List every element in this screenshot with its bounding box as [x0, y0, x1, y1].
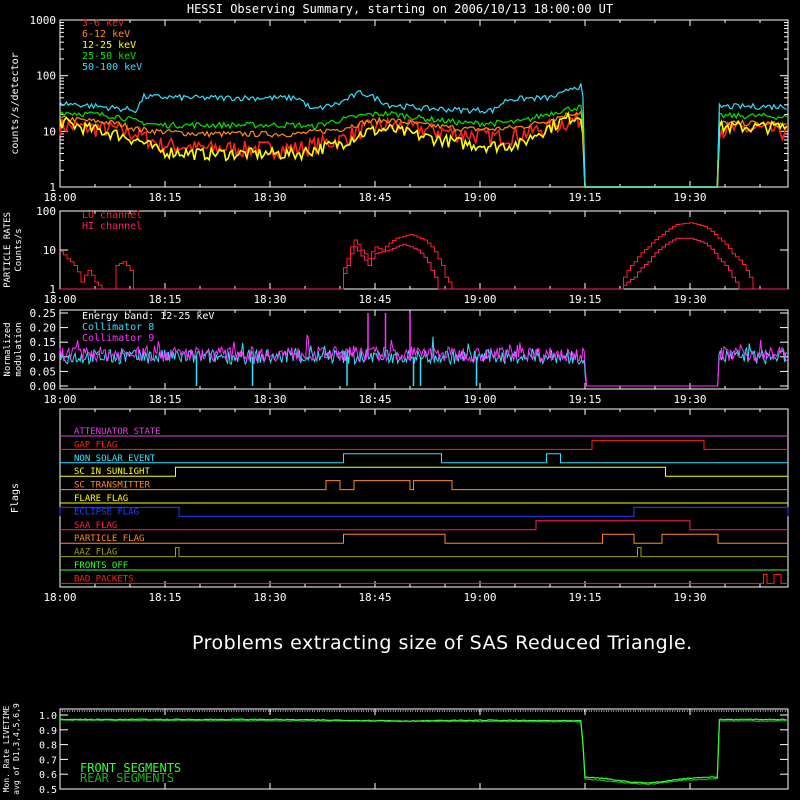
legend-25-50-keV: 25-50 keV [82, 51, 137, 62]
flag-label-eclipse-flag: ECLIPSE FLAG [74, 507, 140, 518]
particle-rate-ylabel: PARTICLE RATES [3, 212, 13, 288]
x-tick-label-1: 18:30 [253, 293, 287, 306]
y-tick-label: 0.15 [29, 336, 56, 350]
x-tick-label-0: 18:30 [253, 191, 287, 204]
x-tick-label-3: 19:30 [673, 591, 707, 604]
modulation-ylabel: modulation [14, 322, 24, 377]
flag-line-particle-flag [60, 534, 788, 543]
flag-label-saa-flag: SAA FLAG [74, 520, 118, 531]
problem-message: Problems extracting size of SAS Reduced Triangle. [192, 632, 693, 654]
count-rate-panel [60, 20, 788, 187]
x-tick-label-1: 18:45 [358, 293, 392, 306]
x-tick-label-3: 18:00 [43, 591, 77, 604]
y-tick-label: 0.05 [29, 365, 56, 379]
y-tick-label: 0.10 [29, 350, 56, 364]
flag-line-sc-in-sunlight [60, 467, 788, 476]
modulation-ylabel: Normalized [3, 322, 13, 377]
x-tick-label-0: 19:30 [673, 191, 707, 204]
y-tick-label: 0.7 [38, 755, 57, 767]
x-tick-label-3: 18:30 [253, 591, 287, 604]
y-tick-label: 0.8 [38, 740, 57, 752]
y-tick-label: 1 [49, 283, 56, 296]
x-tick-label-1: 19:15 [568, 293, 602, 306]
series-HI-channel [60, 238, 788, 289]
legend-12-25-keV: 12-25 keV [82, 40, 137, 51]
x-tick-label-2: 18:15 [148, 393, 182, 406]
legend-3-6-keV: 3-6 keV [82, 18, 125, 29]
flag-line-saa-flag [60, 521, 788, 530]
y-tick-label: 10 [42, 125, 56, 139]
y-tick-label: 0.9 [38, 725, 57, 737]
y-tick-label: 0.25 [29, 307, 56, 320]
x-tick-label-1: 19:30 [673, 293, 707, 306]
y-tick-label: 100 [36, 69, 56, 83]
sample-markers [60, 710, 788, 712]
flag-line-eclipse-flag [60, 507, 788, 516]
page-title: HESSI Observing Summary, starting on 2006/10/13 18:00:00 UT [186, 2, 614, 16]
series-12-25-keV [60, 113, 787, 187]
flag-label-attenuator-state: ATTENUATOR STATE [74, 427, 161, 437]
flag-line-gap-flag [60, 440, 788, 449]
x-tick-label-2: 18:30 [253, 393, 287, 406]
flag-label-aaz-flag: AAZ FLAG [74, 547, 118, 558]
flag-line-sc-transmitter [60, 481, 788, 490]
legend-HI-channel: HI channel [82, 221, 143, 232]
flag-label-sc-transmitter: SC TRANSMITTER [74, 480, 150, 491]
flag-label-bad-packets: BAD PACKETS [74, 574, 134, 585]
x-tick-label-2: 19:00 [463, 393, 497, 406]
flag-line-aaz-flag [60, 548, 788, 557]
y-tick-label: 1000 [29, 14, 56, 27]
x-tick-label-0: 18:15 [148, 191, 182, 204]
y-tick-label: 0.00 [29, 380, 56, 393]
x-tick-label-0: 18:45 [358, 191, 392, 204]
x-tick-label-3: 19:00 [463, 591, 497, 604]
legend-50-100-keV: 50-100 keV [82, 62, 143, 73]
x-tick-label-1: 18:00 [43, 293, 77, 306]
series-6-12-keV [60, 112, 787, 187]
x-tick-label-2: 19:15 [568, 393, 602, 406]
y-tick-label: 0.5 [38, 785, 57, 796]
flag-line-bad-packets [60, 574, 788, 583]
legend-6-12-keV: 6-12 keV [82, 29, 131, 40]
legend-FRONT-SEGMENTS: FRONT SEGMENTS [80, 761, 182, 775]
legend-REAR-SEGMENTS: REAR SEGMENTS [80, 771, 174, 785]
x-tick-label-2: 18:45 [358, 393, 392, 406]
x-tick-label-3: 18:15 [148, 591, 182, 604]
x-tick-label-3: 18:45 [358, 591, 392, 604]
x-tick-label-0: 19:00 [463, 191, 497, 204]
x-tick-label-0: 18:00 [43, 191, 77, 204]
series-Collimator-8 [60, 337, 787, 386]
y-tick-label: 10 [42, 244, 56, 257]
flag-label-particle-flag: PARTICLE FLAG [74, 534, 145, 545]
livetime-ylabel: avg of D1,3,4,5,6,9 [12, 703, 21, 795]
x-tick-label-0: 19:15 [568, 191, 602, 204]
legend-Collimator-9: Collimator 9 [82, 333, 155, 344]
flag-label-gap-flag: GAP FLAG [74, 440, 118, 451]
y-tick-label: 1.0 [38, 711, 57, 722]
y-tick-label: 0.20 [29, 321, 56, 335]
legend-LO-channel: LO channel [82, 210, 143, 221]
y-tick-label: 100 [36, 205, 56, 218]
y-tick-label: 0.6 [38, 770, 57, 782]
x-tick-label-3: 19:15 [568, 591, 602, 604]
x-tick-label-1: 18:15 [148, 293, 182, 306]
energy-band-annotation: Energy band: 12-25 keV [82, 311, 215, 322]
particle-rate-panel [60, 211, 788, 289]
y-tick-label: 1 [49, 181, 56, 194]
livetime-ylabel: Mon. Rate LIVETIME [2, 705, 11, 793]
count-rate-ylabel: counts/s/detector [10, 52, 21, 155]
flag-line-non-solar-event [60, 454, 788, 463]
flag-label-non-solar-event: NON SOLAR EVENT [74, 453, 156, 464]
flags-ylabel: Flags [10, 482, 21, 514]
flag-label-sc-in-sunlight: SC IN SUNLIGHT [74, 467, 150, 478]
x-tick-label-2: 19:30 [673, 393, 707, 406]
x-tick-label-2: 18:00 [43, 393, 77, 406]
flag-label-fronts-off: FRONTS OFF [74, 561, 129, 571]
series-25-50-keV [60, 105, 787, 187]
flag-label-flare-flag: FLARE FLAG [74, 494, 129, 504]
particle-rate-ylabel: Counts/s [14, 228, 24, 272]
x-tick-label-1: 19:00 [463, 293, 497, 306]
legend-Collimator-8: Collimator 8 [82, 322, 155, 333]
